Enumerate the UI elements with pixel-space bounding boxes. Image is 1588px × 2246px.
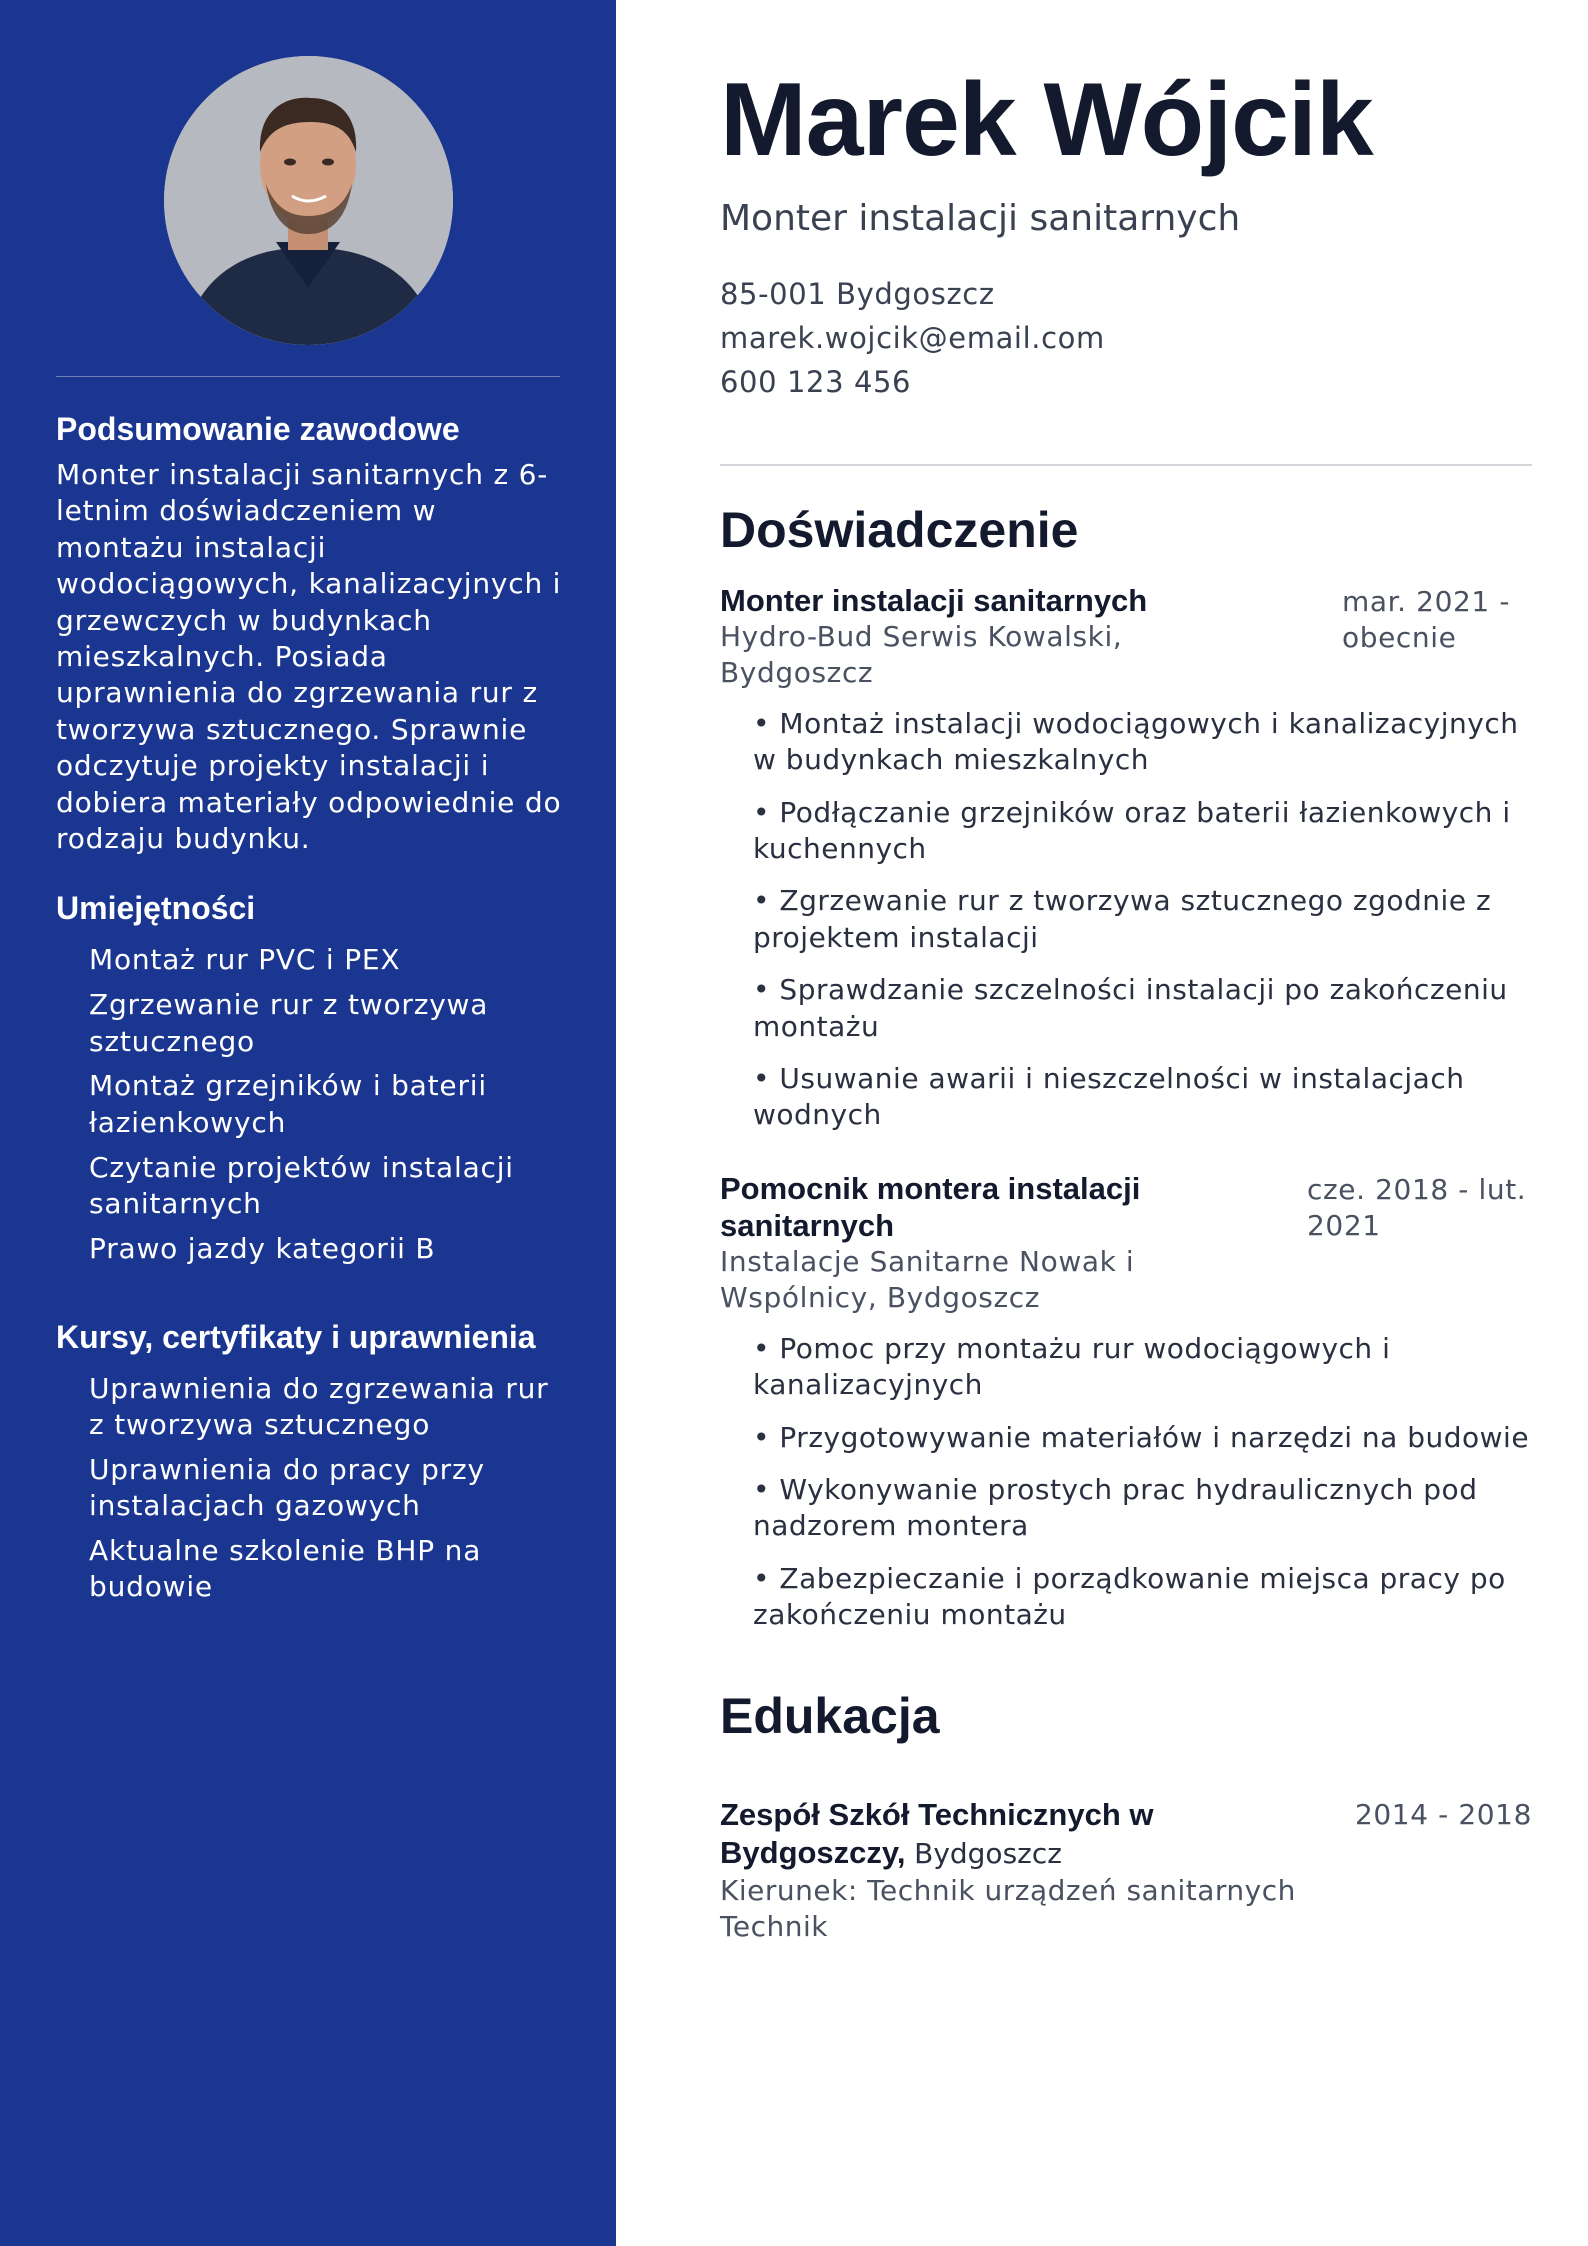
- skill-item: Czytanie projektów instalacji sanitarnych: [89, 1150, 514, 1221]
- experience-heading: Doświadczenie: [720, 502, 1079, 558]
- duty-item: • Zabezpieczanie i porządkowanie miejsca pracy po zakończeniu montażu: [753, 1561, 1506, 1632]
- school-name: [720, 1796, 1240, 1873]
- profile-photo: [164, 56, 453, 345]
- job-date: cze. 2018 - lut. 2021: [1307, 1173, 1527, 1243]
- skill-item: Prawo jazdy kategorii B: [89, 1231, 436, 1265]
- skill-item: Montaż grzejników i baterii łazienkowych: [89, 1069, 487, 1139]
- duty-item: • Podłączanie grzejników oraz baterii łazienkowych i kuchennych: [753, 795, 1511, 866]
- summary-heading: Podsumowanie zawodowe: [56, 411, 460, 447]
- education-field: Kierunek: Technik urządzeń sanitarnych: [720, 1874, 1296, 1907]
- job-duties: [720, 1331, 1532, 1634]
- duty-item: • Przygotowywanie materiałów i narzędzi na budowie: [753, 1420, 1530, 1454]
- sidebar-divider: [56, 376, 560, 377]
- sidebar: [0, 0, 616, 2246]
- course-item: Uprawnienia do pracy przy instalacjach gazowych: [89, 1452, 485, 1523]
- job-entry: [720, 1170, 1532, 1650]
- skill-item: Zgrzewanie rur z tworzywa sztucznego: [89, 988, 489, 1058]
- duty-item: • Wykonywanie prostych prac hydraulicznych pod nadzorem montera: [753, 1473, 1478, 1543]
- skills-heading: Umiejętności: [56, 890, 256, 927]
- job-title: Monter instalacji sanitarnych: [720, 198, 1241, 239]
- job-role: Pomocnik montera instalacji sanitarnych: [720, 1171, 1141, 1243]
- summary-text: Monter instalacji sanitarnych z 6-letnim doświadczeniem w montażu instalacji wodociągowych, kanalizacyjnych i grzewczych w budynkach mieszkalnych. Posiada uprawnienia do zgrzewania rur z tworzywa sztucznego. Sprawnie odczytuje projekty instalacji i dobiera materiały odpowiednie do rodzaju budynku.: [56, 458, 562, 856]
- courses-list: [56, 1371, 564, 1606]
- job-duties: [720, 706, 1532, 1134]
- courses-heading: Kursy, certyfikaty i uprawnienia: [56, 1318, 536, 1355]
- contact-phone: 600 123 456: [720, 365, 912, 399]
- contact-address: 85-001 Bydgoszcz: [720, 277, 995, 311]
- school-city: Bydgoszcz: [914, 1837, 1062, 1870]
- duty-item: • Montaż instalacji wodociągowych i kanalizacyjnych w budynkach mieszkalnych: [753, 706, 1519, 777]
- job-date: mar. 2021 - obecnie: [1342, 585, 1511, 655]
- duty-item: • Pomoc przy montażu rur wodociągowych i kanalizacyjnych: [753, 1331, 1391, 1402]
- education-degree: Technik: [720, 1910, 828, 1944]
- school-title: Zespół Szkół Technicznych w Bydgoszczy,: [720, 1797, 1154, 1870]
- header-divider: [720, 464, 1532, 466]
- duty-item: • Usuwanie awarii i nieszczelności w instalacjach wodnych: [753, 1062, 1465, 1132]
- contact-info: [720, 272, 1105, 404]
- person-name: Marek Wójcik: [720, 62, 1373, 178]
- job-company: Hydro-Bud Serwis Kowalski, Bydgoszcz: [720, 620, 1123, 690]
- job-company: Instalacje Sanitarne Nowak i Wspólnicy, Bydgoszcz: [720, 1245, 1135, 1315]
- course-item: Aktualne szkolenie BHP na budowie: [89, 1534, 482, 1604]
- skill-item: Montaż rur PVC i PEX: [89, 943, 401, 977]
- course-item: Uprawnienia do zgrzewania rur z tworzywa sztucznego: [89, 1371, 549, 1442]
- contact-email: marek.wojcik@email.com: [720, 321, 1105, 355]
- skills-list: [56, 942, 564, 1267]
- duty-item: • Zgrzewanie rur z tworzywa sztucznego zgodnie z projektem instalacji: [753, 884, 1492, 954]
- job-role: Monter instalacji sanitarnych: [720, 583, 1148, 618]
- education-heading: Edukacja: [720, 1688, 940, 1744]
- education-date: 2014 - 2018: [1354, 1798, 1532, 1831]
- education-entry: [720, 1796, 1532, 1946]
- job-entry: [720, 582, 1532, 1150]
- sidebar-content: [56, 408, 564, 1614]
- duty-item: • Sprawdzanie szczelności instalacji po zakończeniu montażu: [753, 973, 1508, 1043]
